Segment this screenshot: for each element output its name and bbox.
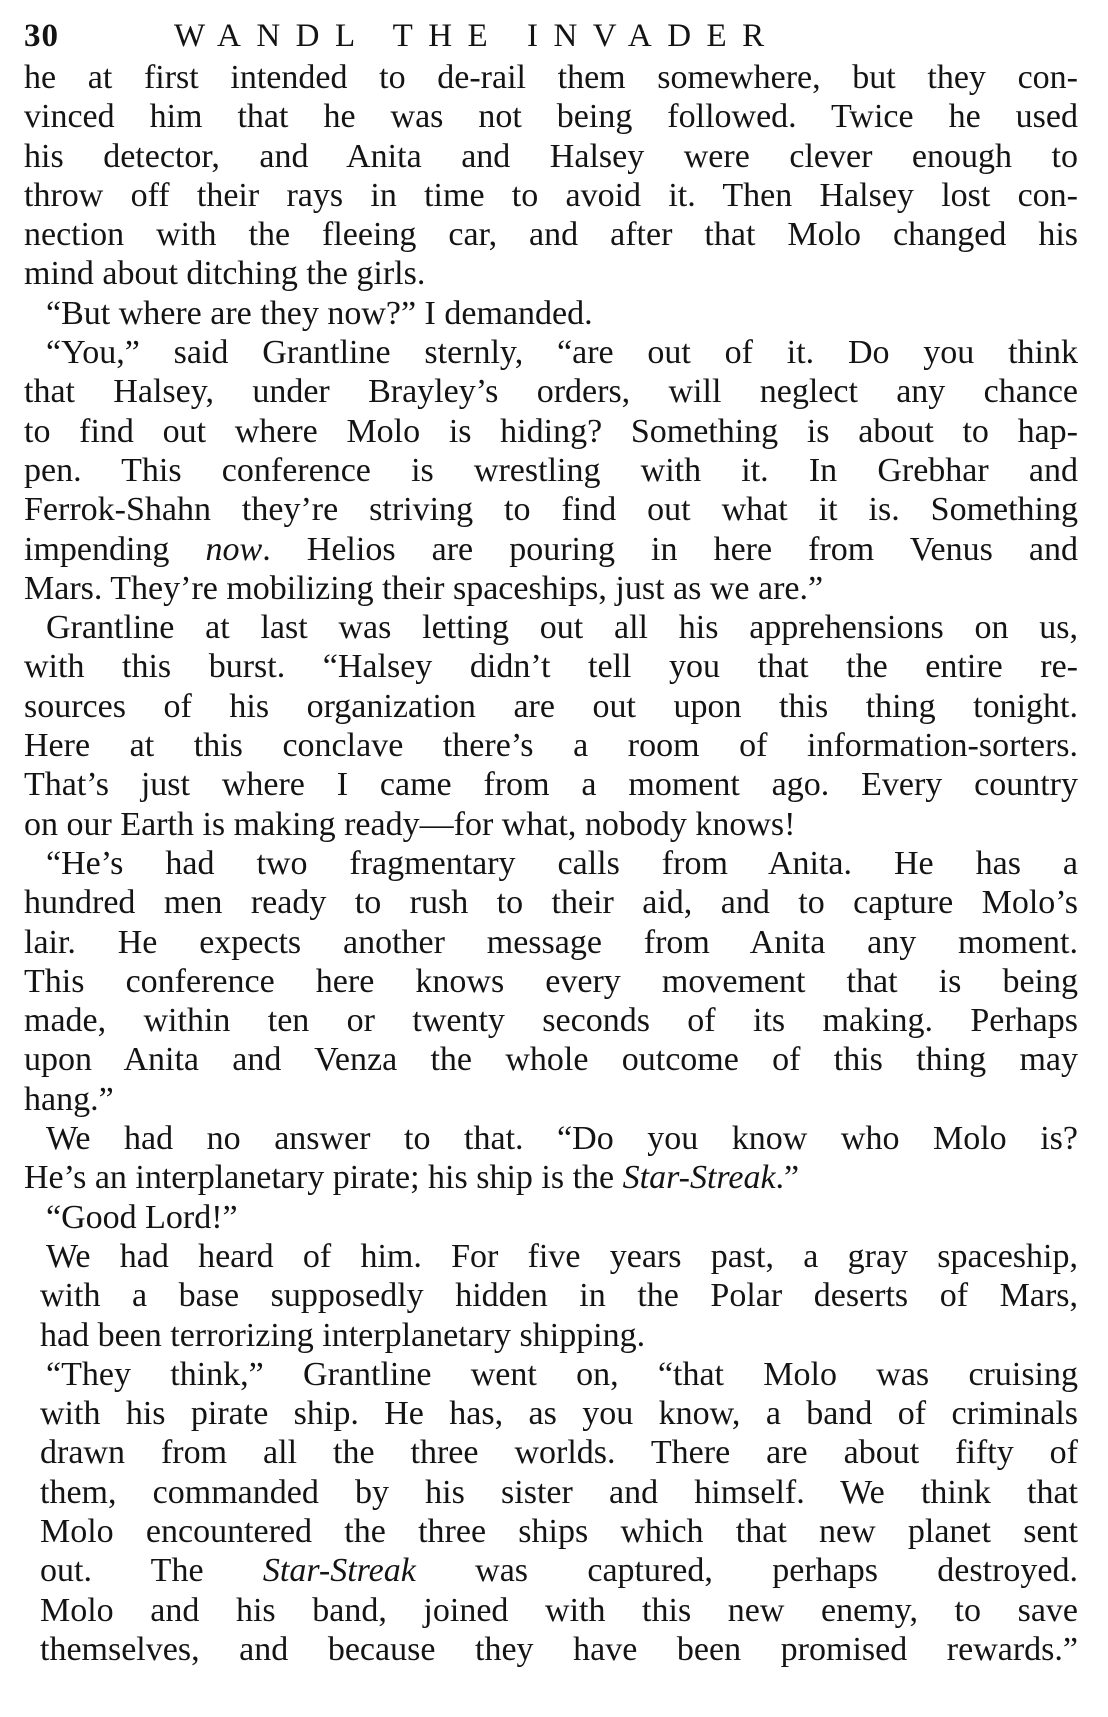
text-segment: . Helios are pouring in here from Venus and [262,530,1078,568]
running-head [24,14,1078,58]
text-line: vinced him that he was not being followed. Twice he used [24,98,1078,136]
text-line: hundred men ready to rush to their aid, and to capture Molo’s [24,884,1078,922]
italic-text: Star-Streak [622,1159,776,1197]
text-line: upon Anita and Venza the whole outcome of this thing may [24,1041,1078,1079]
text-line: with this burst. “Halsey didn’t tell you that the entire re- [24,648,1078,686]
text-line: them, commanded by his sister and himself. We think that [40,1473,1078,1511]
italic-text: now [205,530,263,568]
text-line: sources of his organization are out upon this thing tonight. [24,687,1078,725]
text-line: hang.” [24,1080,114,1118]
text-line: Grantline at last was letting out all his apprehensions on us, [46,609,1078,647]
text-line: themselves, and because they have been promised rewards.” [40,1630,1078,1668]
text-line: nection with the fleeing car, and after that Molo changed his [24,216,1078,254]
body-text [24,58,1078,1669]
book-page [24,14,1078,1669]
italic-text: Star-Streak [262,1552,416,1590]
text-line: “Good Lord!” [46,1198,238,1236]
text-line [24,530,1078,569]
text-segment: was captured, perhaps destroyed. [415,1552,1078,1590]
text-line: Mars. They’re mobilizing their spaceships, just as we are.” [24,569,824,607]
text-segment: out. The [40,1552,263,1590]
text-line: Molo encountered the three ships which that new planet sent [40,1512,1078,1550]
page-number: 30 [24,18,59,54]
text-segment: He’s an interplanetary pirate; his ship is the [24,1159,623,1197]
text-line: had been terrorizing interplanetary shipping. [40,1316,646,1354]
text-line: We had no answer to that. “Do you know who Molo is? [46,1120,1078,1158]
text-line: “But where are they now?” I demanded. [46,294,593,332]
text-line: “They think,” Grantline went on, “that Molo was cruising [46,1355,1078,1393]
text-line: to find out where Molo is hiding? Something is about to hap- [24,412,1078,450]
text-line: We had heard of him. For five years past, a gray spaceship, [46,1237,1078,1275]
text-line: throw off their rays in time to avoid it. Then Halsey lost con- [24,176,1078,214]
text-line: This conference here knows every movement that is being [24,962,1078,1000]
text-line: mind about ditching the girls. [24,255,426,293]
text-line: Molo and his band, joined with this new enemy, to save [40,1591,1078,1629]
text-segment: .” [775,1159,800,1197]
text-line: pen. This conference is wrestling with it. In Grebhar and [24,451,1078,489]
text-segment: impending [24,530,206,568]
text-line: Here at this conclave there’s a room of information-sorters. [24,727,1078,765]
text-line: “You,” said Grantline sternly, “are out of it. Do you think [46,334,1078,372]
text-line: with his pirate ship. He has, as you know, a band of criminals [40,1395,1078,1433]
text-line [24,1158,1078,1197]
text-line [24,1551,1078,1590]
text-line: Ferrok-Shahn they’re striving to find out what it is. Something [24,491,1078,529]
text-line: with a base supposedly hidden in the Polar deserts of Mars, [40,1277,1078,1315]
text-line: That’s just where I came from a moment ago. Every country [24,766,1078,804]
text-line: his detector, and Anita and Halsey were clever enough to [24,137,1078,175]
text-line: drawn from all the three worlds. There are about fifty of [40,1434,1078,1472]
text-line: on our Earth is making ready—for what, nobody knows! [24,805,796,843]
text-line: made, within ten or twenty seconds of its making. Perhaps [24,1002,1078,1040]
text-line: that Halsey, under Brayley’s orders, will neglect any chance [24,373,1078,411]
text-line: “He’s had two fragmentary calls from Anita. He has a [46,844,1078,882]
book-title: WANDL THE INVADER [174,18,780,54]
text-line: lair. He expects another message from Anita any moment. [24,923,1078,961]
text-line: he at first intended to de-rail them somewhere, but they con- [24,59,1078,96]
